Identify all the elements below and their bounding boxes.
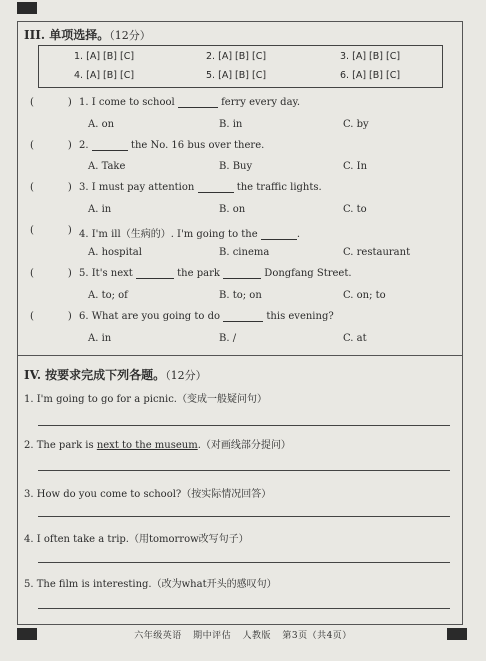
writing-line[interactable]	[38, 425, 450, 426]
section3-title-text: III. 单项选择。	[24, 28, 110, 42]
option-a: A. Take	[88, 161, 126, 172]
writing-line[interactable]	[38, 470, 450, 471]
answer-sheet-item[interactable]: 2. [A] [B] [C]	[206, 51, 267, 62]
answer-paren[interactable]: ( )	[30, 97, 72, 108]
task-2: 2. The park is next to the museum.（对画线部分提问）	[24, 440, 291, 451]
option-b: B. to; on	[219, 290, 262, 301]
question-blank[interactable]	[92, 141, 128, 151]
option-b: B. Buy	[219, 161, 253, 172]
option-b: B. cinema	[219, 247, 270, 258]
question-1: 1. I come to school ferry every day.	[79, 97, 301, 108]
option-c: C. by	[343, 119, 369, 130]
answer-sheet-item[interactable]: 6. [A] [B] [C]	[340, 70, 401, 81]
writing-line[interactable]	[38, 562, 450, 563]
question-4: 4. I'm ill（生病的）. I'm going to the .	[79, 229, 301, 240]
footer-edition: 人教版	[242, 631, 271, 641]
option-a: A. on	[88, 119, 115, 130]
option-a: A. hospital	[88, 247, 142, 258]
section3-points: （12分）	[109, 29, 151, 42]
answer-paren[interactable]: ( )	[30, 140, 72, 151]
footer-grade-subject: 六年级英语	[134, 631, 182, 641]
option-c: C. on; to	[343, 290, 386, 301]
answer-paren[interactable]: ( )	[30, 182, 72, 193]
answer-sheet-item[interactable]: 3. [A] [B] [C]	[340, 51, 401, 62]
section4-points: （12分）	[165, 369, 207, 382]
task-4: 4. I often take a trip.（用tomorrow改写句子）	[24, 534, 249, 545]
section3-title	[24, 26, 151, 43]
option-c: C. In	[343, 161, 368, 172]
footer-exam: 期中评估	[193, 631, 232, 641]
option-c: C. at	[343, 333, 367, 344]
answer-sheet-item[interactable]: 4. [A] [B] [C]	[74, 70, 135, 81]
task-5: 5. The film is interesting.（改为what开头的感叹句）	[24, 579, 277, 590]
task-3: 3. How do you come to school?（按实际情况回答）	[24, 489, 272, 500]
answer-sheet-item[interactable]: 5. [A] [B] [C]	[206, 70, 267, 81]
question-blank[interactable]	[223, 312, 263, 322]
question-5: 5. It's next the park Dongfang Street.	[79, 268, 352, 279]
section4-title-text: IV. 按要求完成下列各题。	[24, 368, 166, 382]
option-c: C. to	[343, 204, 367, 215]
question-3: 3. I must pay attention the traffic lights.	[79, 182, 322, 193]
footer-page-number: 第3页（共4页）	[282, 631, 352, 641]
option-b: B. on	[219, 204, 246, 215]
option-b: B. in	[219, 119, 243, 130]
option-c: C. restaurant	[343, 247, 411, 258]
writing-line[interactable]	[38, 608, 450, 609]
question-blank[interactable]	[136, 269, 174, 279]
option-a: A. in	[88, 333, 112, 344]
question-2: 2. the No. 16 bus over there.	[79, 140, 265, 151]
answer-paren[interactable]: ( )	[30, 268, 72, 279]
option-a: A. to; of	[88, 290, 128, 301]
answer-sheet-item[interactable]: 1. [A] [B] [C]	[74, 51, 135, 62]
question-6: 6. What are you going to do this evening?	[79, 311, 334, 322]
option-a: A. in	[88, 204, 112, 215]
question-blank[interactable]	[198, 183, 234, 193]
page-footer	[0, 628, 486, 641]
answer-paren[interactable]: ( )	[30, 311, 72, 322]
question-blank[interactable]	[223, 269, 261, 279]
question-blank[interactable]	[178, 98, 218, 108]
writing-line[interactable]	[38, 516, 450, 517]
question-blank[interactable]	[261, 230, 297, 240]
underlined-phrase: next to the museum	[96, 440, 198, 451]
task-1: 1. I'm going to go for a picnic.（变成一般疑问句）	[24, 394, 267, 405]
option-b: B. /	[219, 333, 237, 344]
answer-paren[interactable]: ( )	[30, 225, 72, 236]
section4-title	[24, 366, 207, 383]
section-divider	[17, 355, 463, 356]
corner-mark-top-left	[17, 2, 37, 14]
